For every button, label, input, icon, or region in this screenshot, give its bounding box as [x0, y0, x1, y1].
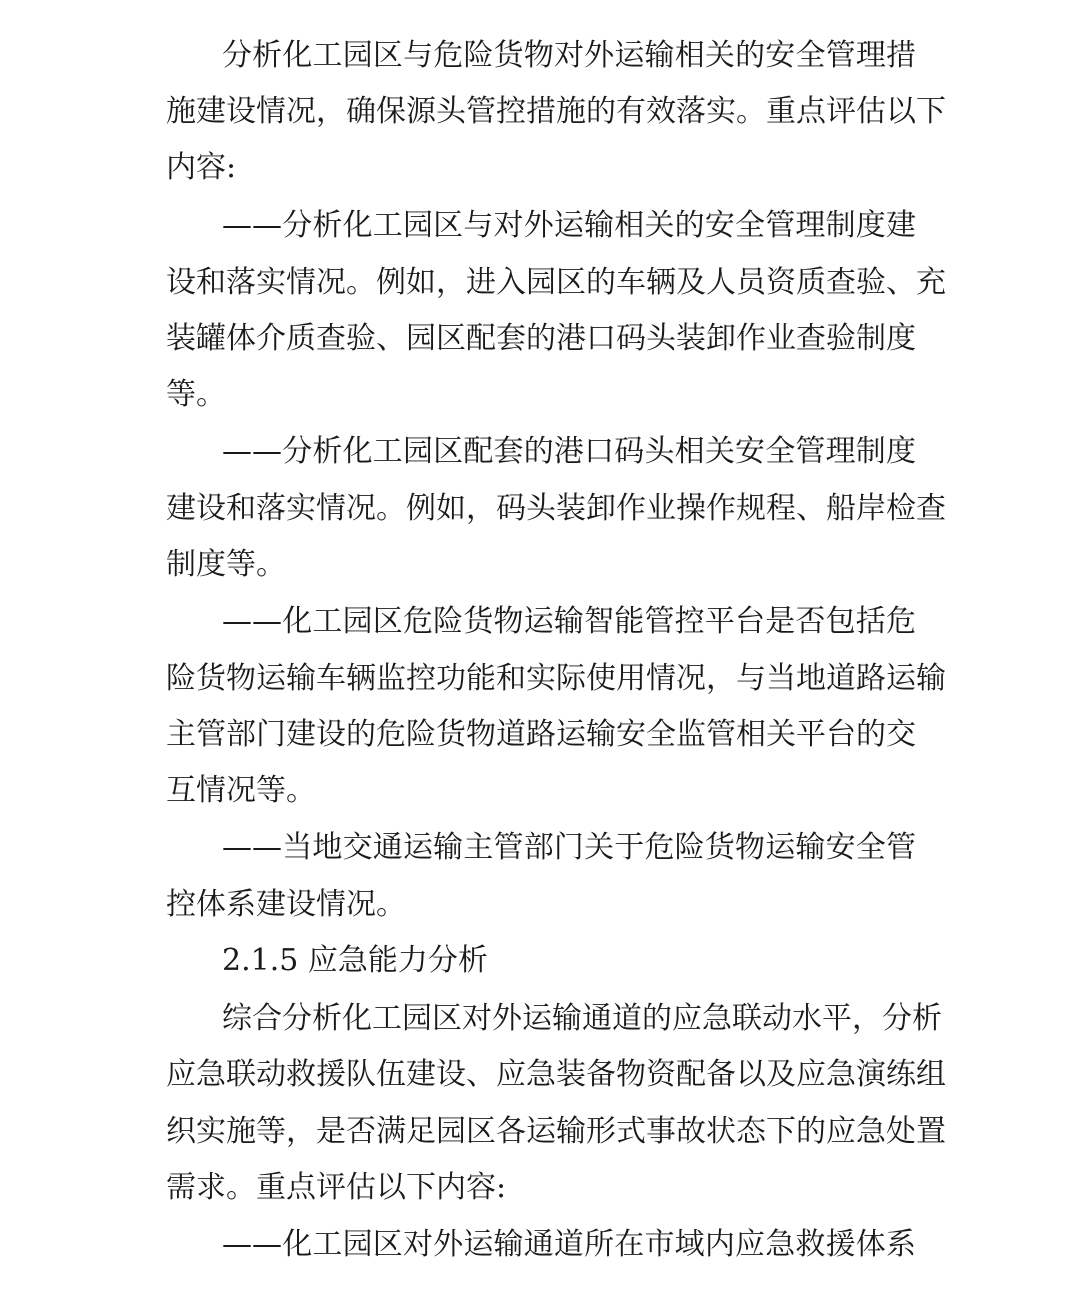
- paragraph-line: 等。: [166, 377, 226, 412]
- paragraph-line: 主管部门建设的危险货物道路运输安全监管相关平台的交: [166, 717, 916, 752]
- paragraph-line: ——分析化工园区与对外运输相关的安全管理制度建: [222, 208, 916, 243]
- paragraph-line: ——分析化工园区配套的港口码头相关安全管理制度: [222, 434, 916, 469]
- paragraph-line: ——化工园区对外运输通道所在市域内应急救援体系: [222, 1227, 916, 1262]
- paragraph-line: 制度等。: [166, 547, 286, 582]
- paragraph-line: 控体系建设情况。: [166, 887, 406, 922]
- paragraph-line: 织实施等，是否满足园区各运输形式事故状态下的应急处置: [166, 1114, 946, 1149]
- paragraph-line: 应急联动救援队伍建设、应急装备物资配备以及应急演练组: [166, 1057, 946, 1092]
- paragraph-line: 综合分析化工园区对外运输通道的应急联动水平，分析: [222, 1001, 942, 1036]
- paragraph-line: 装罐体介质查验、园区配套的港口码头装卸作业查验制度: [166, 321, 916, 356]
- paragraph-line: 险货物运输车辆监控功能和实际使用情况，与当地道路运输: [166, 661, 946, 696]
- paragraph-line: 设和落实情况。例如，进入园区的车辆及人员资质查验、充: [166, 265, 946, 300]
- paragraph-line: 内容:: [166, 150, 237, 185]
- paragraph-line: 互情况等。: [166, 773, 316, 808]
- paragraph-line: 需求。重点评估以下内容:: [166, 1170, 507, 1205]
- section-heading: 2.1.5 应急能力分析: [222, 943, 488, 978]
- paragraph-line: ——当地交通运输主管部门关于危险货物运输安全管: [222, 830, 916, 865]
- paragraph-line: 建设和落实情况。例如，码头装卸作业操作规程、船岸检查: [166, 491, 946, 526]
- paragraph-line: 施建设情况，确保源头管控措施的有效落实。重点评估以下: [166, 94, 946, 129]
- paragraph-line: 分析化工园区与危险货物对外运输相关的安全管理措: [222, 38, 916, 73]
- paragraph-line: ——化工园区危险货物运输智能管控平台是否包括危: [222, 604, 916, 639]
